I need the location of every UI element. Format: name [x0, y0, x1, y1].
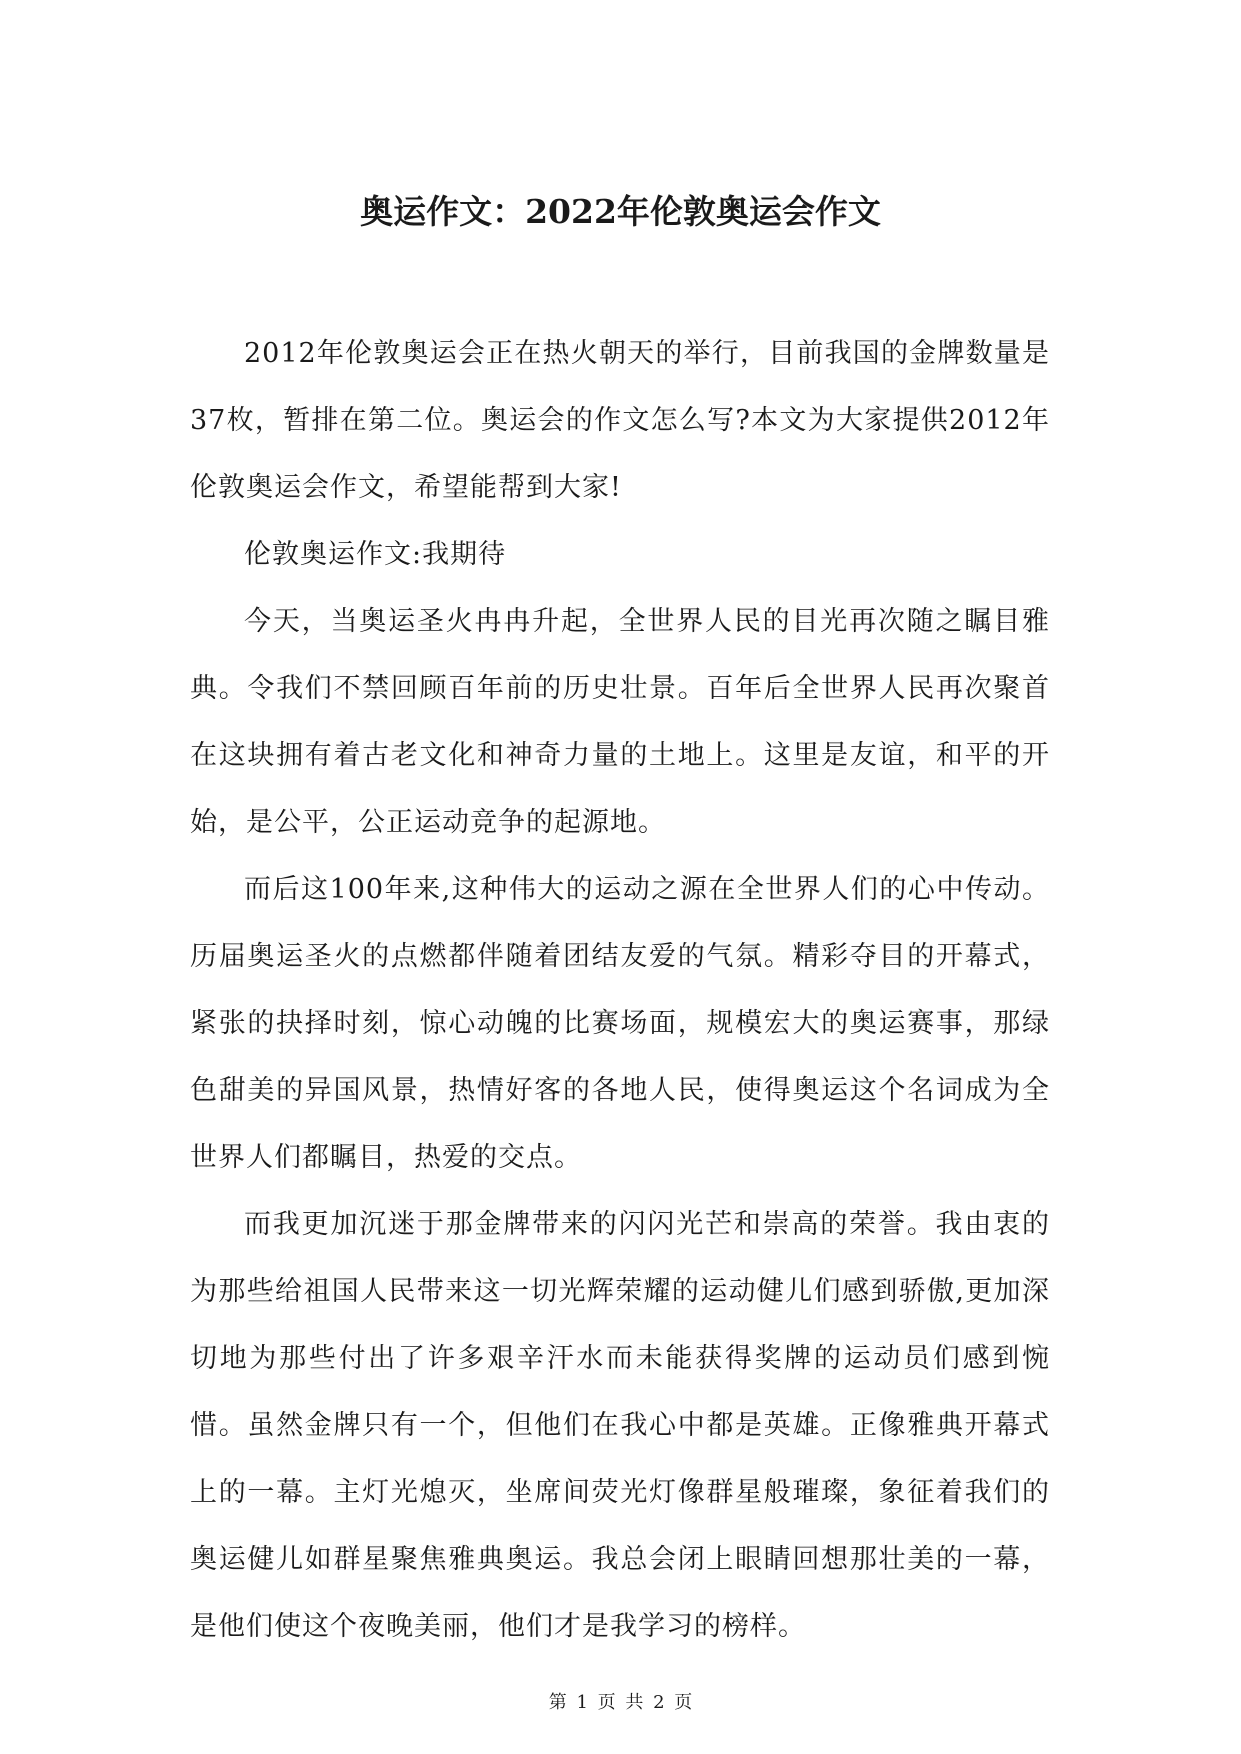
paragraph-1: 今天，当奥运圣火冉冉升起，全世界人民的目光再次随之瞩目雅典。令我们不禁回顾百年前的历史壮景。百年后全世界人民再次聚首在这块拥有着古老文化和神奇力量的土地上。这里是友谊，和平的开始，是公平，公正运动竞争的起源地。 — [190, 606, 1050, 838]
paragraph-3: 而我更加沉迷于那金牌带来的闪闪光芒和崇高的荣誉。我由衷的为那些给祖国人民带来这一切光辉荣耀的运动健儿们感到骄傲,更加深切地为那些付出了许多艰辛汗水而未能获得奖牌的运动员们感到惋惜。虽然金牌只有一个，但他们在我心中都是英雄。正像雅典开幕式上的一幕。主灯光熄灭，坐席间荧光灯像群星般璀璨，象征着我们的奥运健儿如群星聚焦雅典奥运。我总会闭上眼睛回想那壮美的一幕，是他们使这个夜晚美丽，他们才是我学习的榜样。 — [190, 1209, 1050, 1642]
page-number-footer: 第 1 页 共 2 页 — [548, 1692, 693, 1713]
document-body — [190, 320, 1050, 1660]
document-title: 奥运作文：2022年伦敦奥运会作文 — [360, 192, 881, 231]
paragraph-subheading: 伦敦奥运作文:我期待 — [244, 539, 507, 570]
paragraph-intro: 2012年伦敦奥运会正在热火朝天的举行，目前我国的金牌数量是37枚，暂排在第二位。奥运会的作文怎么写?本文为大家提供2012年伦敦奥运会作文，希望能帮到大家! — [190, 338, 1050, 503]
paragraph-2: 而后这100年来,这种伟大的运动之源在全世界人们的心中传动。历届奥运圣火的点燃都伴随着团结友爱的气氛。精彩夺目的开幕式，紧张的抉择时刻，惊心动魄的比赛场面，规模宏大的奥运赛事，那绿色甜美的异国风景，热情好客的各地人民，使得奥运这个名词成为全世界人们都瞩目，热爱的交点。 — [190, 874, 1050, 1173]
